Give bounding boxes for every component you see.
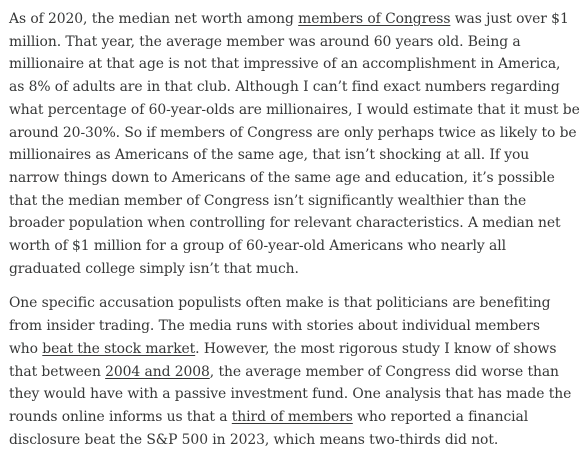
paragraph — [9, 8, 580, 280]
text-segment: One specific accusation populists often make is that politicians are benefiting — [9, 295, 551, 312]
text-line — [9, 167, 555, 190]
text-segment: who reported a financial — [352, 408, 529, 425]
text-line — [9, 258, 547, 281]
text-segment: from insider trading. The media runs with stories about individual members — [9, 318, 540, 335]
inline-link[interactable]: 2004 and 2008 — [105, 363, 210, 380]
text-segment: million. That year, the average member was around 60 years old. Being a — [9, 33, 521, 50]
text-line — [9, 122, 577, 145]
text-line — [9, 31, 547, 54]
text-segment: narrow things down to Americans of the same age and education, it’s possible — [9, 169, 555, 186]
text-line — [9, 383, 572, 406]
text-line — [9, 8, 569, 31]
text-line — [9, 361, 559, 384]
text-segment: they would have with a passive investment fund. One analysis that has made the — [9, 386, 572, 403]
text-line — [9, 406, 547, 429]
text-line — [9, 53, 561, 76]
text-segment: millionaires as Americans of the same age, that isn’t shocking at all. If you — [9, 147, 530, 164]
text-segment: , the average member of Congress did worse than — [209, 363, 559, 380]
text-segment: that the median member of Congress isn’t significantly wealthier than the — [9, 192, 527, 209]
text-line — [9, 190, 547, 213]
text-line — [9, 235, 547, 258]
text-line — [9, 429, 547, 451]
text-segment: who — [9, 340, 43, 357]
inline-link[interactable]: third of members — [231, 408, 353, 425]
text-segment: rounds online informs us that a — [9, 408, 232, 425]
text-segment: broader population when controlling for relevant characteristics. A median net — [9, 215, 561, 232]
text-line — [9, 76, 560, 99]
text-segment: graduated college simply isn’t that much. — [9, 260, 299, 277]
paragraph — [9, 292, 572, 451]
text-segment: around 20-30%. So if members of Congress are only perhaps twice as likely to be — [9, 124, 577, 141]
text-segment: millionaire at that age is not that impressive of an accomplishment in America, — [9, 56, 561, 73]
text-segment: that between — [9, 363, 106, 380]
text-line — [9, 99, 580, 122]
text-segment: as 8% of adults are in that club. Although I can’t find exact numbers regarding — [9, 79, 560, 96]
text-segment: . However, the most rigorous study I know of shows — [195, 340, 557, 357]
text-line — [9, 338, 557, 361]
text-segment: worth of $1 million for a group of 60-year-old Americans who nearly all — [9, 238, 506, 255]
text-segment: what percentage of 60-year-olds are millionaires, I would estimate that it must be — [9, 101, 580, 118]
text-line — [9, 144, 547, 167]
text-segment: was just over $1 — [450, 11, 569, 27]
text-segment: disclosure beat the S&P 500 in 2023, which means two-thirds did not. — [9, 431, 499, 448]
inline-link[interactable]: beat the stock market — [42, 340, 196, 357]
text-line — [9, 292, 551, 315]
text-line — [9, 315, 547, 338]
inline-link[interactable]: members of Congress — [298, 11, 451, 27]
text-line — [9, 212, 561, 235]
text-segment: As of 2020, the median net worth among — [9, 11, 299, 27]
